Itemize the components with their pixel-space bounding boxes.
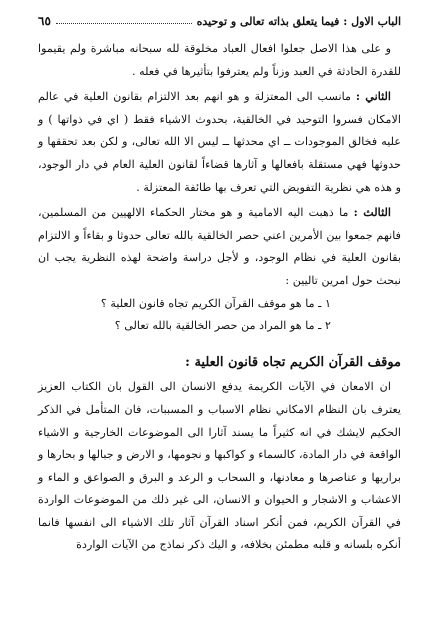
paragraph-lead: الثالث : bbox=[353, 205, 391, 220]
question-item: ٢ ـ ما هو المراد من حصر الخالقية بالله تعالى ؟ bbox=[114, 319, 331, 333]
page-body bbox=[38, 38, 401, 557]
paragraph-text: ان الامعان في الآيات الكريمة يدفع الانسان الى القول بان الكتاب العزيز يعترف بان النظام الامكاني نظام الاسباب و المسببات، فان المتأمل في الذكر الحكيم لايشك في انه كثيراً ما يسند آثارا الى الموضوعات الخارجية و الاشياء الواقعة في دار المادة، كالسماء و كواكبها و نجومها، و الارض و جبالها و بحارها و براريها و عناصرها و معادنها، و السحاب و الرعد و البرق و الصواعق و الماء و الاعشاب و الاشجار و الحيوان و الانسان، الى غير ذلك من الموضوعات الواردة في القرآن الكريم، فمن أنكر اسناد القرآن آثار تلك الاشياء الى انفسها فانما أنكره بلسانه و قلبه مطمئن بخلافه، و اليك ذكر نماذج من الآيات الواردة bbox=[38, 380, 401, 552]
header-dot-leader bbox=[56, 23, 192, 24]
paragraph-intro bbox=[38, 38, 401, 83]
question-item: ١ ـ ما هو موقف القرآن الكريم تجاه قانون العلية ؟ bbox=[100, 296, 331, 310]
section-heading: موقف القرآن الكريم تجاه قانون العلية : bbox=[185, 354, 401, 370]
page-number: ٦٥ bbox=[38, 14, 51, 28]
running-header bbox=[38, 14, 401, 28]
paragraph-third-view bbox=[38, 201, 401, 292]
header-title: الباب الاول : فيما يتعلق بذاته تعالى و توحيده bbox=[196, 14, 401, 28]
paragraph-text: و على هذا الاصل جعلوا افعال العباد مخلوقة لله سبحانه مباشرة ولم يقيموا للقدرة الحادثة في العبد وزناً ولم يعترفوا بتأثيرها في فعله . bbox=[38, 42, 401, 78]
section-paragraph bbox=[38, 376, 401, 557]
paragraph-text: مانسب الى المعتزلة و هو انهم بعد الالتزام بقانون العلية في عالم الامكان فسروا التوحيد في الخالقية، بحدوث الاشياء فقط ( اي في ذواتها ) و عليه فخالق الموجودات ــ اي محدثها ــ ليس الا الله تعالى، و لكن بعد تحققها و حدوثها فهي مستقلة بافعالها و آثارها قضاءاً لقانون العلية العام في دار الوجود، و هذه هي نظرية التفويض التي تعرف بها طائفة المعتزلة . bbox=[38, 90, 401, 194]
paragraph-lead: الثاني : bbox=[355, 89, 391, 104]
paragraph-text: ما ذهبت اليه الامامية و هو مختار الحكماء الالهيين من المسلمين، فانهم جمعوا بين الأمرين اعني حصر الخالقية بالله تعالى حدوثا و بقاءاً و الالتزام بقانون العلية في نظام الوجود، و لأجل دراسة واضحة لهذه النظرية يجب ان نبحث حول امرين تاليين : bbox=[38, 206, 401, 287]
paragraph-second-view bbox=[38, 85, 401, 199]
